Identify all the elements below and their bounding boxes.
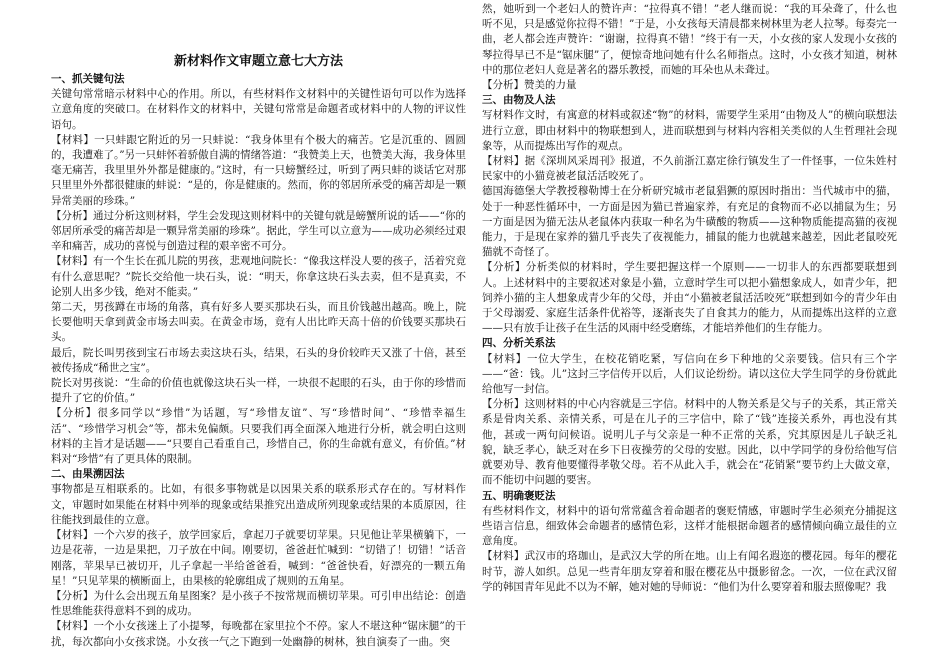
paragraph: 然，她听到一个老妇人的赞许声：“拉得真不错！”老人继而说：“我的耳朵聋了，什么也听不见，只是感觉你拉得不错！”于是，小女孩每天清晨都来树林里为老人拉琴。每奏完一曲，老人都会连声赞许：“谢谢，拉得真不错！”终于有一天，小女孩的家人发现小女孩的琴拉得早已不是“锯床腿”了，便惊奇地问她有什么名师指点。这时，小女孩才知道，树林中的那位老妇人竟是著名的器乐教授，而她的耳朵也从未聋过。 bbox=[482, 3, 897, 76]
paragraph: 【材料】一个小女孩迷上了小提琴，每晚都在家里拉个不停。家人不堪这种“锯床腿”的干扰，每次都向小女孩求饶。小女孩一气之下跑到一处幽静的树林，独自演奏了一曲。突 bbox=[51, 620, 466, 648]
paragraph: 【分析】很多同学以“珍惜”为话题，写“珍惜友谊”、写“珍惜时间”、“珍惜幸福生活”、“珍惜学习机会”等，都未免偏颇。只要我们再全面深入地进行分析，就会明白这则材料的主旨才是话题——“只要自己看重自己，珍惜自己，你的生命就有意义，有价值。”材料对“珍惜”有了更具体的限制。 bbox=[51, 407, 466, 466]
paragraph: 有些材料作文，材料中的语句常常蕴含着命题者的褒贬情感，审题时学生必须充分捕捉这些语言信息，细致体会命题者的感情色彩，这样才能根据命题者的感情倾向确立最佳的立意角度。 bbox=[482, 504, 897, 548]
paragraph: 【分析】通过分析这则材料，学生会发现这则材料中的关键句就是螃蟹所说的话——“你的邻居所承受的痛苦却是一颗异常美丽的珍珠”。据此，学生可以立意为——成功必须经过艰辛和痛苦，成功的喜悦与创造过程的艰辛密不可分。 bbox=[51, 209, 466, 253]
paragraph: 【材料】一只蚌跟它附近的另一只蚌说：“我身体里有个极大的痛苦。它是沉重的、圆圆的，我遭难了。”另一只蚌怀着骄傲自满的情绪答道：“我赞美上天，也赞美大海，我身体里毫无痛苦，我里里外外都是健康的。”这时，有一只螃蟹经过，听到了两只蚌的谈话它对那只里里外外都很健康的蚌说：“是的，你是健康的。然而，你的邻居所承受的痛苦却是一颗异常美丽的珍珠。” bbox=[51, 133, 466, 207]
paragraph: 【分析】这则材料的中心内容就是三字信。材料中的人物关系是父与子的关系，其正常关系是骨肉关系、亲情关系，可是在儿子的三字信中，除了“钱”连接关系外，再也没有其他，甚或一两句问候语。说明儿子与父亲是一种不正常的关系，究其原因是儿子缺乏礼貌，缺乏孝心，缺乏对在乡下日夜操劳的父母的安慰。因此，以中学同学的身份给他写信就要劝导、教育他要懂得孝敬父母。若不从此入手，就会在“花销紧”要节约上大做文章，而不能切中问题的要害。 bbox=[482, 398, 897, 487]
section-heading: 一、抓关键句法 bbox=[51, 73, 125, 85]
paragraph: 事物都是互相联系的。比如，有很多事物就是以因果关系的联系形式存在的。写材料作文，审题时如果能在材料中列举的现象或结果推究出造成所列现象或结果的本质原因，往往能找到最佳的立意。 bbox=[51, 483, 466, 526]
right-column bbox=[482, 2, 897, 595]
paragraph: 【材料】武汉市的珞珈山，是武汉大学的所在地。山上有闻名遐迩的樱花园。每年的樱花时节，游人如织。总见一些青年朋友穿着和服在樱花丛中摄影留念。一次，一位在武汉留学的韩国青年见此不以为不解，她对她的导师说：“他们为什么要穿着和服去照像呢？我 bbox=[482, 550, 897, 593]
section-heading: 二、由果溯因法 bbox=[51, 468, 125, 481]
section-heading: 五、明确褒贬法 bbox=[482, 489, 556, 502]
paragraph: 最后，院长叫男孩到宝石市场去卖这块石头，结果，石头的身价较昨天又涨了十倍，甚至被传扬成“稀世之宝”。 bbox=[51, 346, 466, 374]
paragraph: 【材料】一个六岁的孩子，放学回家后，拿起刀子就要切苹果。只见他让苹果横躺下，一边是花蒂，一边是果把，刀子放在中间。刚要切，爸爸赶忙喊到：“切错了！切错！”话音刚落，苹果早已被切开，儿子拿起一半给爸爸看，喊到：“爸爸快看，好漂亮的一颗五角星！”只见苹果的横断面上，由果核的轮廓组成了规则的五角星。 bbox=[51, 529, 466, 587]
paragraph: 院长对男孩说：“生命的价值也就像这块石头一样，一块很不起眼的石头，由于你的珍惜而提升了它的价值。” bbox=[51, 377, 466, 405]
page-title: 新材料作文审题立意七大方法 bbox=[173, 54, 343, 69]
paragraph: 【分析】分析类似的材料时，学生要把握这样一个原则——一切非人的东西都要联想到人。上述材料中的主要叙述对象是小猫，立意时学生可以把小猫想象成人，如青少年，把饲养小猫的主人想象成青少年的父母，并由“小猫被老鼠活活咬死”联想到如今的青少年由于父母溺爱、家庭生活条件优裕等，逐渐丧失了自食其力的能力，从而提炼出这样的立意——只有放手让孩子在生活的风雨中经受磨练，才能培养他们的生存能力。 bbox=[482, 261, 897, 335]
paragraph: 【材料】据《深圳风采周刊》报道，不久前浙江嘉定徐行镇发生了一件怪事，一位朱姓村民家中的小猫竟被老鼠活活咬死了。 bbox=[482, 155, 897, 183]
paragraph: 【材料】有一个生长在孤儿院的男孩，悲观地问院长：“像我这样没人要的孩子，活着究竟有什么意思呢？”院长交给他一块石头，说：“明天，你拿这块石头去卖，但不是真卖，不论别人出多少钱，绝对不能卖。” bbox=[51, 255, 466, 298]
paragraph: 【分析】为什么会出现五角星图案？是小孩子不按常规而横切苹果。可引申出结论：创造性思维能获得意料不到的成功。 bbox=[51, 589, 466, 618]
section-heading: 三、由物及人法 bbox=[482, 94, 556, 107]
section-heading: 四、分析关系法 bbox=[482, 337, 556, 350]
left-column bbox=[51, 72, 466, 650]
paragraph: 第二天，男孩蹲在市场的角落，真有好多人要买那块石头，而且价钱越出越高。晚上，院长要他明天拿到黄金市场去叫卖。在黄金市场，竟有人出比昨天高十倍的价钱要买那块石头。 bbox=[51, 301, 466, 344]
paragraph: 【材料】一位大学生，在校花销吃紧，写信向在乡下种地的父亲要钱。信只有三个字——“爸：钱。儿”这封三字信传开以后，人们议论纷纷。请以这位大学生同学的身份就此给他写一封信。 bbox=[482, 352, 897, 396]
paragraph: 【分析】赞美的力量 bbox=[482, 79, 577, 92]
paragraph: 写材料作文时，有寓意的材料或叙述“物”的材料，需要学生采用“由物及人”的横向联想法进行立意，即由材料中的物联想到人，进而联想到与材料内容相关类似的人生哲理社会现象等，从而提炼出写作的观点。 bbox=[482, 109, 897, 152]
paragraph: 德国海德堡大学教授穆勒博士在分析研究城市老鼠猖獗的原因时指出：当代城市中的猫，处于一种恶性循环中，一方面是因为猫已普遍家养，有充足的食物而不必以捕鼠为生；另一方面是因为猫无法从老鼠体内获取一种名为牛磺酸的物质——这种物质能提高猫的夜视能力，于是现在家养的猫几乎丧失了夜视能力，捕鼠的能力也就越来越差，因此老鼠咬死猫就不奇怪了。 bbox=[482, 185, 897, 259]
paragraph: 关键句常常暗示材料中心的作用。所以，有些材料作文材料中的关键性语句可以作为选择立意角度的突破口。在材料作文的材料中，关键句常常是命题者或材料中的人物的评议性语句。 bbox=[51, 88, 466, 131]
